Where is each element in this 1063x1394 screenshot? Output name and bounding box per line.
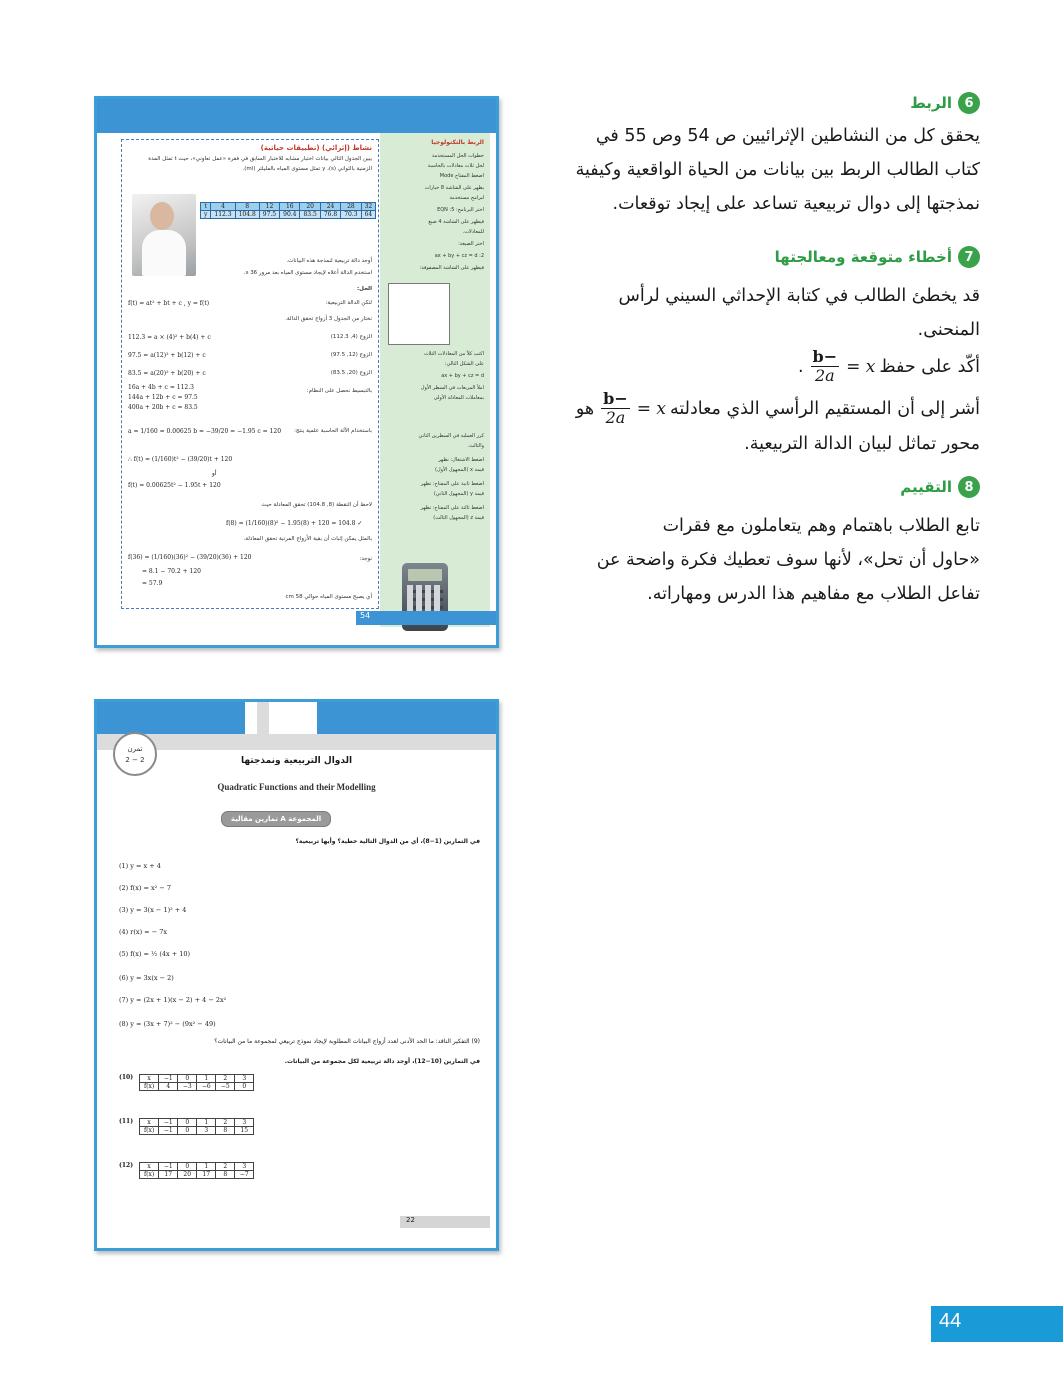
activity-intro-1: يبين الجدول التالي بيانات اختبار مشابه للاختبار السابق في فقرة «عمل تعاوني»، حيث t تمثل المدة xyxy=(148,156,372,162)
axis-text: أشر إلى أن المستقيم الرأسي الذي معادلته xyxy=(669,398,980,419)
table-cell: 70.3 xyxy=(341,211,361,219)
sidebar-line: لحل ثلاث معادلات بالحاسبة xyxy=(427,163,484,169)
formula-lhs: x = xyxy=(636,398,666,419)
conclusion: أي يصبح مستوى المياه حوالي 58 cm xyxy=(285,594,372,600)
question-9: (9) التفكير الناقد: ما الحد الأدنى لعدد أزواج البيانات المطلوبة لإيجاد نموذج تربيعي لمجموعة ما من البيانات؟ xyxy=(214,1038,480,1045)
section-number: 6 xyxy=(958,92,980,114)
table-cell: −1 xyxy=(159,1163,178,1171)
sidebar-line: اضغط ثانية على المفتاح: تظهر xyxy=(420,481,484,487)
step-b-label: نوجد: xyxy=(359,556,372,562)
question-10-12: في التمارين (10−12)، أوجد دالة تربيعية لكل مجموعة من البيانات. xyxy=(284,1058,480,1065)
sidebar-line: املأ المربعات في السطر الأول xyxy=(420,385,484,391)
exercise-item: (3) y = 3(x − 1)² + 4 xyxy=(119,906,187,914)
table-cell: −3 xyxy=(178,1083,197,1091)
table-cell: f(x) xyxy=(139,1127,158,1135)
period: . xyxy=(797,356,804,377)
section-number: 7 xyxy=(958,246,980,268)
question-a: أوجد دالة تربيعية لنمذجة هذه البيانات. xyxy=(286,258,372,264)
formula-fraction xyxy=(811,348,840,385)
table-cell: 16 xyxy=(280,203,300,211)
paragraph-line: محور تماثل لبيان الدالة التربيعية. xyxy=(744,434,980,454)
formula-fraction xyxy=(601,390,630,427)
table-cell: 3 xyxy=(235,1119,254,1127)
table-cell: 28 xyxy=(341,203,361,211)
formula-numerator: −b xyxy=(812,347,838,366)
technology-sidebar xyxy=(380,133,490,627)
table-number: (12) xyxy=(119,1162,134,1169)
solution-label: الحل: xyxy=(356,286,372,292)
table-cell: 20 xyxy=(178,1171,197,1179)
section-title: الربط xyxy=(910,94,952,112)
formula-lhs: x = xyxy=(846,356,876,377)
sidebar-line: 2: ax + by + cz = d xyxy=(434,253,484,259)
page-number-54: 54 xyxy=(356,611,496,625)
formula-numerator: −b xyxy=(603,389,628,408)
lesson-badge xyxy=(113,732,157,776)
table-cell: 0 xyxy=(178,1163,197,1171)
page-number: 44 xyxy=(939,1310,962,1332)
table-label-t: t xyxy=(201,203,211,211)
sidebar-line: للمعادلات. xyxy=(462,229,484,235)
sidebar-line: كرر العملية في السطرين الثاني xyxy=(418,433,484,439)
sidebar-line: يظهر على الشاشة 8 خيارات xyxy=(424,185,484,191)
paragraph-line: كتاب الطالب الربط بين بيانات من الحياة الواقعية وكيفية xyxy=(575,160,980,180)
data-table xyxy=(200,202,376,219)
scientist-photo xyxy=(132,194,196,276)
paragraph-line: المنحنى. xyxy=(917,320,980,340)
check-label: لاحظ أن النقطة (8, 104.8) تحقق المعادلة حيث xyxy=(261,502,372,508)
check-note: بالمثل يمكن إثبات أن بقية الأزواج المرتبة تحقق المعادلة. xyxy=(243,536,372,542)
table-cell: 4 xyxy=(159,1083,178,1091)
or-label: أو xyxy=(212,470,217,477)
page-number-badge xyxy=(931,1306,1063,1342)
sidebar-line: قيمة x (المجهول الأول) xyxy=(435,467,484,473)
table-cell: 0 xyxy=(178,1127,197,1135)
section-number: 8 xyxy=(958,476,980,498)
check-equation: f(8) = (1/160)(8)² − 1.95(8) + 120 = 104.8 ✓ xyxy=(226,520,363,527)
table-cell: −1 xyxy=(159,1127,178,1135)
memorize-text: أكّد على حفظ xyxy=(879,356,980,377)
exercise-table-12 xyxy=(119,1162,254,1179)
system-label: بالتبسيط نحصل على النظام: xyxy=(306,388,372,394)
section-title: التقييم xyxy=(900,478,952,496)
choose-pairs: نختار من الجدول 3 أزواج تحقق الدالة. xyxy=(285,316,372,322)
page-number-22: 22 xyxy=(400,1216,490,1228)
exercise-item: (7) y = (2x + 1)(x − 2) + 4 − 2x² xyxy=(119,996,227,1004)
table-cell: 2 xyxy=(216,1163,235,1171)
table-cell: 0 xyxy=(178,1075,197,1083)
table-label-y: y xyxy=(201,211,211,219)
table-cell: 8 xyxy=(216,1127,235,1135)
table-cell: 97.5 xyxy=(259,211,279,219)
system-eq-3: 400a + 20b + c = 83.5 xyxy=(128,404,198,411)
table-cell: x xyxy=(139,1075,158,1083)
axis-formula-line xyxy=(576,390,980,427)
step-a-label: لتكن الدالة التربيعية: xyxy=(325,300,372,306)
pair-label-3: الزوج (20, 83.5) xyxy=(330,370,372,376)
paragraph-line: «حاول أن تحل»، لأنها سوف تعطيك فكرة واضحة عن xyxy=(596,550,980,570)
table-cell: x xyxy=(139,1119,158,1127)
table-cell: −6 xyxy=(197,1083,216,1091)
section-header xyxy=(910,90,980,116)
table-cell: 1 xyxy=(197,1075,216,1083)
solve-label: باستخدام الآلة الحاسبة علمية ينتج: xyxy=(294,428,372,434)
sidebar-line: اضغط المفتاح Mode xyxy=(439,173,484,179)
table-cell: 1 xyxy=(197,1163,216,1171)
sidebar-line: لبرامج مستخدمة xyxy=(449,195,484,201)
paragraph-line: قد يخطئ الطالب في كتابة الإحداثي السيني لرأس xyxy=(618,286,980,306)
sidebar-title: الربط بالتكنولوجيا xyxy=(431,139,484,146)
pair-label-1: الزوج (4, 112.3) xyxy=(330,334,372,340)
paragraph-line: تفاعل الطلاب مع مفاهيم هذا الدرس ومهاراته. xyxy=(647,584,980,604)
table-cell: 15 xyxy=(235,1127,254,1135)
sidebar-line: خطوات الحل المستخدمة xyxy=(432,153,484,159)
b-calc-2: = 8.1 − 70.2 + 120 xyxy=(142,568,201,575)
b-calc-1: f(36) = (1/160)(36)² − (39/20)(36) + 120 xyxy=(128,554,252,561)
table-cell: 8 xyxy=(235,203,259,211)
sidebar-line: على الشكل التالي: xyxy=(444,361,484,367)
page-header-band xyxy=(97,99,496,133)
table-cell: −1 xyxy=(159,1075,178,1083)
header-grey-band xyxy=(97,734,496,750)
paragraph-line: نمذجتها إلى دوال تربيعية تساعد على إيجاد توقعات. xyxy=(612,194,980,214)
table-cell: 17 xyxy=(197,1171,216,1179)
sidebar-line: والثالث. xyxy=(467,443,484,449)
table-cell: 1 xyxy=(197,1119,216,1127)
sidebar-line: فيظهر على الشاشة 4 صيغ xyxy=(428,219,484,225)
table-cell: 17 xyxy=(159,1171,178,1179)
sidebar-line: بمعاملات المعادلة الأولى xyxy=(433,395,484,401)
table-cell: 12 xyxy=(259,203,279,211)
sidebar-line: اختر البرنامج: 5: EQN xyxy=(437,207,484,213)
system-eq-1: 16a + 4b + c = 112.3 xyxy=(128,384,194,391)
title-english: Quadratic Functions and their Modelling xyxy=(217,782,376,792)
pair-equation-3: 83.5 = a(20)² + b(20) + c xyxy=(128,370,206,377)
table-cell: −1 xyxy=(159,1119,178,1127)
enrichment-activity-box xyxy=(121,139,379,609)
table-cell: 2 xyxy=(216,1119,235,1127)
table-cell: 0 xyxy=(235,1083,254,1091)
table-cell: 76.8 xyxy=(320,211,340,219)
header-tab xyxy=(245,702,317,734)
table-cell: x xyxy=(139,1163,158,1171)
exercise-table-10 xyxy=(119,1074,254,1091)
table-cell: 4 xyxy=(211,203,235,211)
sidebar-line: قيمة z (المجهول الثالث) xyxy=(433,515,484,521)
group-a-label: المجموعة A تمارين مقالية xyxy=(221,811,331,827)
table-cell: −5 xyxy=(216,1083,235,1091)
table-cell: 24 xyxy=(320,203,340,211)
table-cell: 64 xyxy=(361,211,376,219)
function-2: f(t) = 0.00625t² − 1.95t + 120 xyxy=(128,482,221,489)
general-equation: f(t) = at² + bt + c , y = f(t) xyxy=(128,300,210,307)
table-number: (11) xyxy=(119,1118,134,1125)
axis-text-post: هو xyxy=(575,398,595,419)
title-arabic: الدوال التربيعية ونمذجتها xyxy=(240,756,353,766)
table-cell: 20 xyxy=(300,203,320,211)
table-cell: 3 xyxy=(197,1127,216,1135)
sidebar-line: فيظهر على الشاشة المصفوفة: xyxy=(419,265,484,271)
exercise-item: (1) y = x + 4 xyxy=(119,862,161,870)
table-cell: 112.3 xyxy=(211,211,235,219)
table-cell: 104.8 xyxy=(235,211,259,219)
activity-intro-2: الزمنية بالثواني (s)، y تمثل مستوى المياه بالمليلتر (ml). xyxy=(242,166,372,172)
section-header xyxy=(900,474,980,500)
solution-values: a = 1/160 = 0.00625 b = −39/20 = −1.95 c = 120 xyxy=(128,428,282,435)
paragraph-line: يحقق كل من النشاطين الإثرائيين ص 54 وص 55 في xyxy=(595,126,980,146)
formula-denominator: 2a xyxy=(814,366,835,385)
badge-number: 2 − 2 xyxy=(125,756,145,764)
table-cell: 0 xyxy=(178,1119,197,1127)
table-cell: 8 xyxy=(216,1171,235,1179)
exercise-item: (6) y = 3x(x − 2) xyxy=(119,974,174,982)
pair-equation-2: 97.5 = a(12)² + b(12) + c xyxy=(128,352,206,359)
badge-word: تمرن xyxy=(127,745,143,753)
formula-denominator: 2a xyxy=(605,408,626,427)
sidebar-line: اكتب كلاً من المعادلات الثلاث xyxy=(423,351,484,357)
pair-equation-1: 112.3 = a × (4)² + b(4) + c xyxy=(128,334,211,341)
matrix-grid xyxy=(388,283,450,345)
student-book-page-54-thumbnail xyxy=(94,96,499,648)
sidebar-line: اضغط الاشتغال: تظهر xyxy=(438,457,484,463)
exercise-page-22-thumbnail xyxy=(94,699,499,1251)
sidebar-line: ax + by + cz = d xyxy=(441,373,484,379)
sidebar-line: اختر الصيغة: xyxy=(458,241,484,247)
table-number: (10) xyxy=(119,1074,134,1081)
sidebar-line: اضغط ثالثة على المفتاح: تظهر xyxy=(420,505,484,511)
question-1-8: في التمارين (1−8)، أي من الدوال التالية خطية؟ وأيها تربيعية؟ xyxy=(295,838,480,845)
table-cell: f(x) xyxy=(139,1083,158,1091)
section-title: أخطاء متوقعة ومعالجتها xyxy=(774,248,952,266)
exercise-item: (5) f(x) = ½ (4x + 10) xyxy=(119,950,191,958)
table-cell: 3 xyxy=(235,1163,254,1171)
table-cell: 2 xyxy=(216,1075,235,1083)
system-eq-2: 144a + 12b + c = 97.5 xyxy=(128,394,198,401)
table-cell: 90.4 xyxy=(280,211,300,219)
sidebar-line: قيمة y (المجهول الثاني) xyxy=(433,491,484,497)
section-header xyxy=(775,244,980,270)
table-cell: 32 xyxy=(361,203,376,211)
exercise-item: (4) r(x) = − 7x xyxy=(119,928,168,936)
exercise-item: (8) y = (3x + 7)² − (9x² − 49) xyxy=(119,1020,216,1028)
pair-label-2: الزوج (12, 97.5) xyxy=(330,352,372,358)
table-cell: −7 xyxy=(235,1171,254,1179)
exercise-item: (2) f(x) = x² − 7 xyxy=(119,884,171,892)
table-cell: 3 xyxy=(235,1075,254,1083)
table-cell: f(x) xyxy=(139,1171,158,1179)
function-1: ∴ f(t) = (1/160)t² − (39/20)t + 120 xyxy=(128,456,233,463)
memorize-formula-line xyxy=(798,348,980,385)
b-calc-3: = 57.9 xyxy=(142,580,163,587)
exercise-table-11 xyxy=(119,1118,254,1135)
table-cell: 83.5 xyxy=(300,211,320,219)
header-tab-gap xyxy=(257,702,269,734)
question-b: استخدم الدالة أعلاه لإيجاد مستوى المياه بعد مرور 36 s. xyxy=(243,270,372,276)
activity-title: نشاط (إثرائي) (تطبيقات حياتية) xyxy=(260,144,372,152)
paragraph-line: تابع الطلاب باهتمام وهم يتعاملون مع فقرات xyxy=(662,516,980,536)
